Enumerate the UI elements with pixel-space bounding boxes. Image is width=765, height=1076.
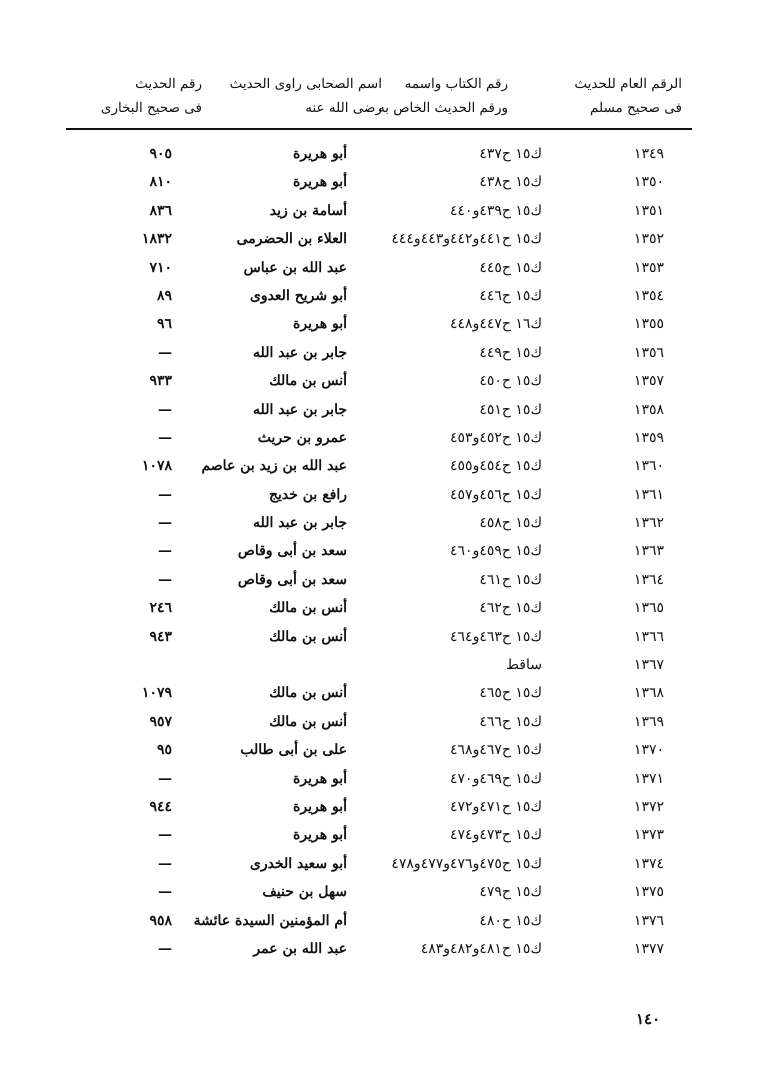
bukhari-number-cell: ١٨٣٢ xyxy=(141,231,172,248)
companion-cell: العلاء بن الحضرمى xyxy=(236,231,347,248)
companion-cell: على بن أبى طالب xyxy=(240,742,347,759)
companion-cell: عمرو بن حريث xyxy=(257,429,347,446)
companion-cell: أبو شريح العدوى xyxy=(249,287,347,304)
general-number-cell: ١٣٦٢ xyxy=(633,515,664,532)
general-number-cell: ١٣٦٨ xyxy=(633,685,664,702)
header-book-number xyxy=(378,72,508,120)
bukhari-number-cell: ٨٣٦ xyxy=(149,202,172,219)
general-number-cell: ١٣٥٥ xyxy=(633,316,664,333)
book-number-cell: ك١٦ ح٤٤٧و٤٤٨ xyxy=(450,316,542,333)
bukhari-number-cell: — xyxy=(158,940,172,957)
book-number-cell: ك١٥ ح٤٦٧و٤٦٨ xyxy=(450,742,542,759)
general-number-cell: ١٣٧٤ xyxy=(633,855,664,872)
companion-cell: جابر بن عبد الله xyxy=(253,344,347,361)
header-companion xyxy=(230,72,382,120)
bukhari-number-cell: ٩٤٤ xyxy=(149,798,172,815)
table-row xyxy=(66,140,692,168)
companion-cell: أبو سعيد الخدرى xyxy=(249,855,347,872)
general-number-cell: ١٣٦٩ xyxy=(633,713,664,730)
book-number-cell: ك١٥ ح٤٦٢ xyxy=(479,600,542,617)
header-book-number-line2: ورقم الحديث الخاص به xyxy=(377,100,508,116)
header-general-number-line2: فى صحيح مسلم xyxy=(590,100,682,116)
table-row xyxy=(66,736,692,764)
companion-cell: سعد بن أبى وقاص xyxy=(237,571,347,588)
bukhari-number-cell: — xyxy=(158,884,172,901)
general-number-cell: ١٣٥٢ xyxy=(633,231,664,248)
table-row xyxy=(66,623,692,651)
table-row xyxy=(66,566,692,594)
general-number-cell: ١٣٦٤ xyxy=(633,571,664,588)
table-row xyxy=(66,509,692,537)
page-number: ١٤٠ xyxy=(636,1010,661,1028)
table-row xyxy=(66,765,692,793)
header-general-number-line1: الرقم العام للحديث xyxy=(574,76,682,92)
table-row xyxy=(66,197,692,225)
table-row xyxy=(66,481,692,509)
table-row xyxy=(66,367,692,395)
general-number-cell: ١٣٦٧ xyxy=(633,657,664,674)
bukhari-number-cell: ٩٣٣ xyxy=(149,373,172,390)
book-number-cell: ك١٥ ح٤٥٤و٤٥٥ xyxy=(450,458,542,475)
header-companion-line1: اسم الصحابى راوى الحديث xyxy=(229,76,382,92)
general-number-cell: ١٣٦٣ xyxy=(633,543,664,560)
general-number-cell: ١٣٦٦ xyxy=(633,628,664,645)
book-number-cell: ك١٥ ح٤٤٥ xyxy=(479,259,542,276)
book-number-cell: ك١٥ ح٤٥٢و٤٥٣ xyxy=(450,429,542,446)
table-row xyxy=(66,254,692,282)
general-number-cell: ١٣٥٨ xyxy=(633,401,664,418)
bukhari-number-cell: — xyxy=(158,486,172,503)
bukhari-number-cell: ١٠٧٩ xyxy=(141,685,172,702)
bukhari-number-cell: — xyxy=(158,543,172,560)
companion-cell: جابر بن عبد الله xyxy=(253,401,347,418)
table-row xyxy=(66,452,692,480)
general-number-cell: ١٣٥٣ xyxy=(633,259,664,276)
book-number-cell: ك١٥ ح٤٦٥ xyxy=(479,685,542,702)
book-number-cell: ك١٥ ح٤٣٩و٤٤٠ xyxy=(450,202,542,219)
book-number-cell: ك١٥ ح٤٧١و٤٧٢ xyxy=(450,798,542,815)
book-number-cell: ك١٥ ح٤٥٦و٤٥٧ xyxy=(450,486,542,503)
bukhari-number-cell: ٩٥٧ xyxy=(149,713,172,730)
bukhari-number-cell: ٩٥٨ xyxy=(149,912,172,929)
companion-cell: أنس بن مالك xyxy=(269,713,347,730)
bukhari-number-cell: — xyxy=(158,571,172,588)
book-number-cell: ك١٥ ح٤٥٩و٤٦٠ xyxy=(450,543,542,560)
companion-cell: أنس بن مالك xyxy=(269,685,347,702)
header-general-number xyxy=(574,72,682,120)
book-number-cell: ك١٥ ح٤٦٦ xyxy=(479,713,542,730)
companion-cell: أبو هريرة xyxy=(293,316,347,333)
companion-cell: أبو هريرة xyxy=(293,174,347,191)
header-book-number-line1: رقم الكتاب واسمه xyxy=(404,76,508,92)
table-row xyxy=(66,594,692,622)
header-companion-line2: رضى الله عنه xyxy=(305,100,382,116)
bukhari-number-cell: ٩٥ xyxy=(156,742,172,759)
general-number-cell: ١٣٥٩ xyxy=(633,429,664,446)
bukhari-number-cell: ٢٤٦ xyxy=(149,600,172,617)
table-row xyxy=(66,708,692,736)
general-number-cell: ١٣٧٥ xyxy=(633,884,664,901)
hadith-table-body xyxy=(66,140,692,963)
companion-cell: أم المؤمنين السيدة عائشة xyxy=(193,912,347,929)
book-number-cell: ك١٥ ح٤٤١و٤٤٢و٤٤٣و٤٤٤ xyxy=(391,231,542,248)
companion-cell: أنس بن مالك xyxy=(269,628,347,645)
companion-cell: أنس بن مالك xyxy=(269,373,347,390)
table-row xyxy=(66,651,692,679)
bukhari-number-cell: — xyxy=(158,344,172,361)
table-row xyxy=(66,907,692,935)
table-row xyxy=(66,878,692,906)
bukhari-number-cell: ٩٤٣ xyxy=(149,628,172,645)
general-number-cell: ١٣٥٧ xyxy=(633,373,664,390)
book-number-cell: ك١٥ ح٤٨٠ xyxy=(479,912,542,929)
companion-cell: أبو هريرة xyxy=(293,770,347,787)
table-row xyxy=(66,935,692,963)
book-number-cell: ك١٥ ح٤٧٣و٤٧٤ xyxy=(450,827,542,844)
book-number-cell: ك١٥ ح٤٧٥و٤٧٦و٤٧٧و٤٧٨ xyxy=(391,855,542,872)
companion-cell: عبد الله بن عمر xyxy=(253,940,347,957)
table-row xyxy=(66,339,692,367)
general-number-cell: ١٣٥٠ xyxy=(633,174,664,191)
bukhari-number-cell: — xyxy=(158,770,172,787)
table-row xyxy=(66,821,692,849)
bukhari-number-cell: — xyxy=(158,827,172,844)
companion-cell: عبد الله بن عباس xyxy=(243,259,347,276)
general-number-cell: ١٣٧٢ xyxy=(633,798,664,815)
general-number-cell: ١٣٥٦ xyxy=(633,344,664,361)
table-row xyxy=(66,424,692,452)
bukhari-number-cell: ١٠٧٨ xyxy=(141,458,172,475)
table-row xyxy=(66,225,692,253)
companion-cell: جابر بن عبد الله xyxy=(253,515,347,532)
book-number-cell: ك١٥ ح٤٥٠ xyxy=(479,373,542,390)
book-number-cell: ك١٥ ح٤٥١ xyxy=(479,401,542,418)
table-header xyxy=(66,72,692,124)
bukhari-number-cell: — xyxy=(158,515,172,532)
companion-cell: رافع بن خديج xyxy=(268,486,347,503)
companion-cell: أنس بن مالك xyxy=(269,600,347,617)
table-row xyxy=(66,793,692,821)
general-number-cell: ١٣٧٠ xyxy=(633,742,664,759)
companion-cell: أبو هريرة xyxy=(293,798,347,815)
book-number-cell: ك١٥ ح٤٥٨ xyxy=(479,515,542,532)
companion-cell: أبو هريرة xyxy=(293,146,347,162)
book-number-cell: ك١٥ ح٤٧٩ xyxy=(479,884,542,901)
general-number-cell: ١٣٦١ xyxy=(633,486,664,503)
book-number-cell: ك١٥ ح٤٦٣و٤٦٤ xyxy=(450,628,542,645)
header-bukhari-number xyxy=(101,72,202,120)
table-row xyxy=(66,396,692,424)
bukhari-number-cell: — xyxy=(158,855,172,872)
companion-cell: سهل بن حنيف xyxy=(262,884,347,901)
table-row xyxy=(66,679,692,707)
table-row xyxy=(66,850,692,878)
general-number-cell: ١٣٧٧ xyxy=(633,940,664,957)
companion-cell: أبو هريرة xyxy=(293,827,347,844)
bukhari-number-cell: ٨٩ xyxy=(156,287,172,304)
general-number-cell: ١٣٦٠ xyxy=(633,458,664,475)
table-row xyxy=(66,310,692,338)
book-number-cell: ك١٥ ح٤٣٧ xyxy=(479,146,542,162)
bukhari-number-cell: ٩٠٥ xyxy=(149,146,172,162)
general-number-cell: ١٣٥٤ xyxy=(633,287,664,304)
general-number-cell: ١٣٦٥ xyxy=(633,600,664,617)
book-number-cell: ك١٥ ح٤٨١و٤٨٢و٤٨٣ xyxy=(420,940,542,957)
header-bukhari-number-line2: فى صحيح البخارى xyxy=(100,100,202,116)
table-row xyxy=(66,168,692,196)
bukhari-number-cell: — xyxy=(158,401,172,418)
bukhari-number-cell: ٨١٠ xyxy=(149,174,172,191)
table-row xyxy=(66,282,692,310)
companion-cell: سعد بن أبى وقاص xyxy=(237,543,347,560)
bukhari-number-cell: ٩٦ xyxy=(156,316,172,333)
companion-cell: عبد الله بن زيد بن عاصم xyxy=(201,458,347,475)
general-number-cell: ١٣٧١ xyxy=(633,770,664,787)
general-number-cell: ١٣٧٣ xyxy=(633,827,664,844)
book-number-cell: ك١٥ ح٤٦١ xyxy=(479,571,542,588)
general-number-cell: ١٣٧٦ xyxy=(633,912,664,929)
header-divider xyxy=(66,128,692,130)
book-number-cell: ساقط xyxy=(506,657,542,674)
book-number-cell: ك١٥ ح٤٤٦ xyxy=(479,287,542,304)
bukhari-number-cell: — xyxy=(158,429,172,446)
book-number-cell: ك١٥ ح٤٤٩ xyxy=(479,344,542,361)
book-number-cell: ك١٥ ح٤٣٨ xyxy=(479,174,542,191)
general-number-cell: ١٣٤٩ xyxy=(633,146,664,162)
bukhari-number-cell: ٧١٠ xyxy=(149,259,172,276)
book-number-cell: ك١٥ ح٤٦٩و٤٧٠ xyxy=(450,770,542,787)
companion-cell: أسامة بن زيد xyxy=(269,202,347,219)
table-row xyxy=(66,537,692,565)
header-bukhari-number-line1: رقم الحديث xyxy=(135,76,202,92)
general-number-cell: ١٣٥١ xyxy=(633,202,664,219)
